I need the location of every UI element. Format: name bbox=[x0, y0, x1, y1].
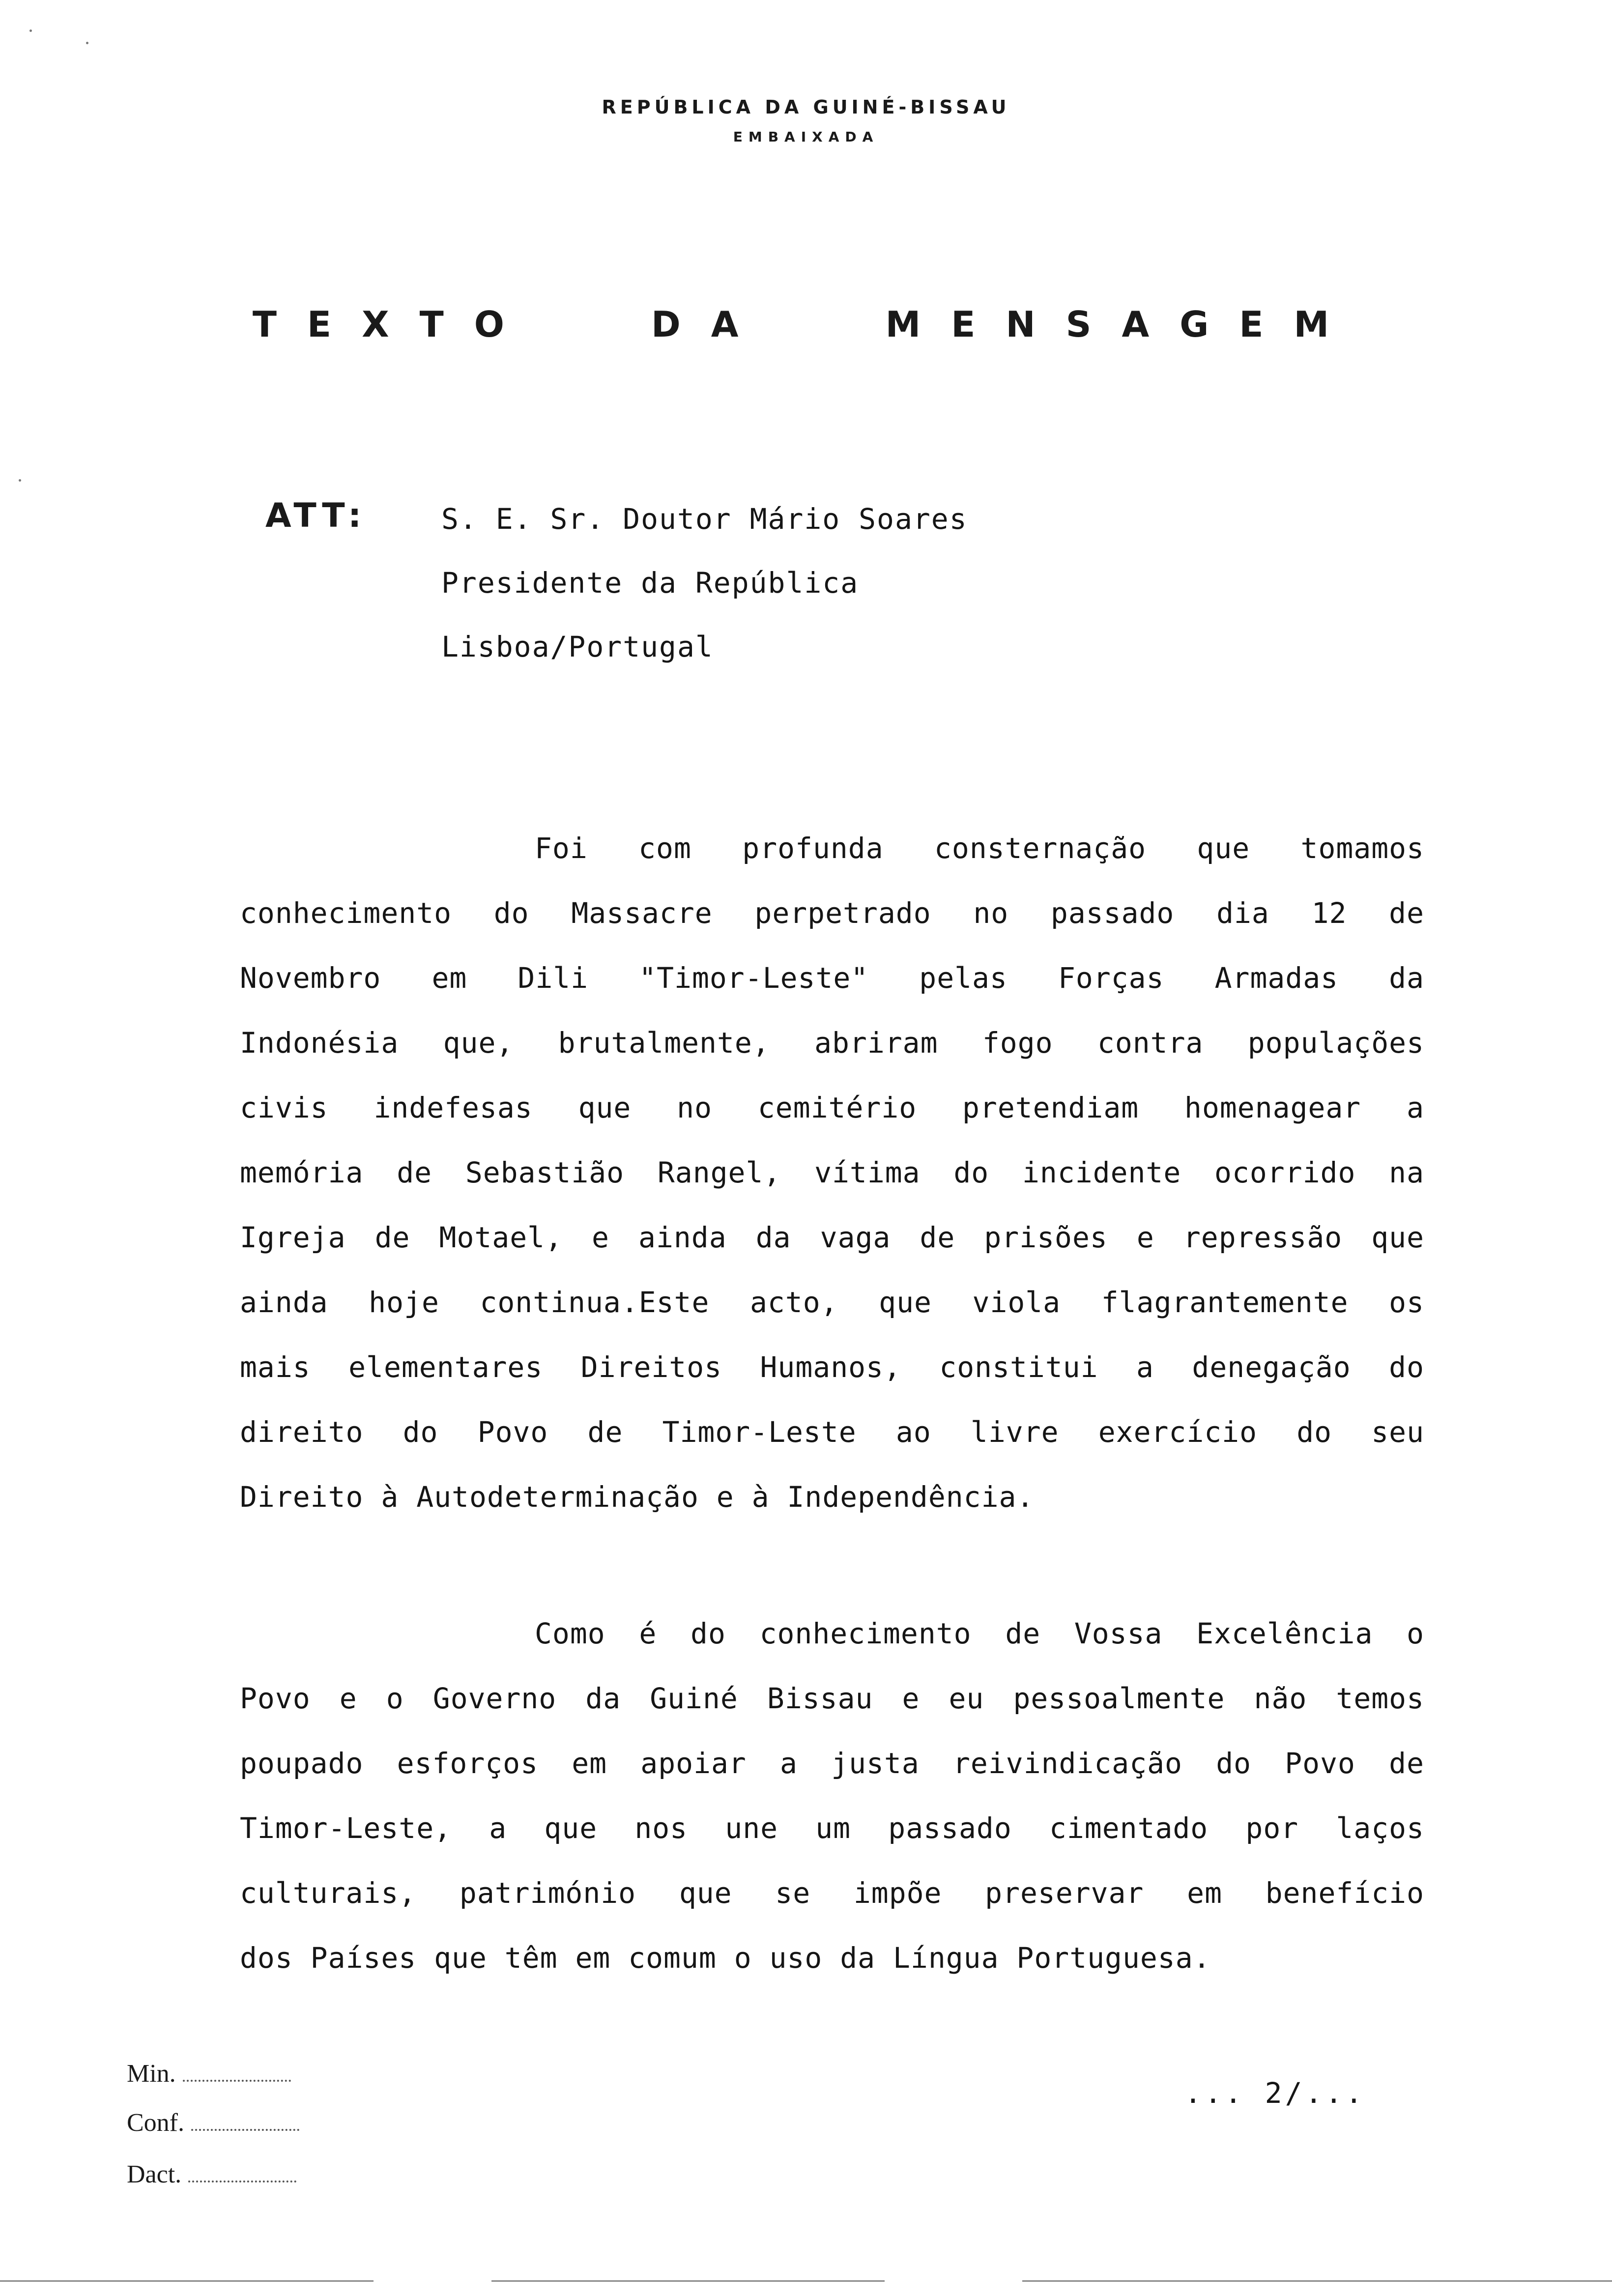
paragraph-line: civis indefesas que no cemitério pretendiam homenagear a bbox=[240, 1091, 1424, 1124]
paragraph-line: culturais, património que se impõe preservar em benefício bbox=[240, 1876, 1424, 1910]
letterhead-country: REPÚBLICA DA GUINÉ-BISSAU bbox=[602, 96, 1010, 118]
paragraph-line: Igreja de Motael, e ainda da vaga de prisões e repressão que bbox=[240, 1221, 1424, 1254]
paragraph-line: Novembro em Dili "Timor-Leste" pelas Forças Armadas da bbox=[240, 961, 1424, 995]
paragraph-line: Foi com profunda consternação que tomamos bbox=[535, 832, 1424, 865]
scan-edge-line bbox=[1022, 2280, 1612, 2282]
dact-field bbox=[127, 2160, 296, 2189]
recipient-location: Lisboa/Portugal bbox=[441, 630, 714, 663]
paragraph-line: memória de Sebastião Rangel, vítima do incidente ocorrido na bbox=[240, 1156, 1424, 1189]
document-title: TEXTO DA MENSAGEM bbox=[252, 304, 1360, 345]
paragraph-line: dos Países que têm em comum o uso da Língua Portuguesa. bbox=[240, 1941, 1211, 1975]
scan-edge-line bbox=[0, 2280, 374, 2282]
dact-dotted-line bbox=[188, 2171, 296, 2182]
continuation-marker: ... 2/... bbox=[1184, 2076, 1366, 2110]
min-label: Min. bbox=[127, 2060, 176, 2088]
message-paragraph-2 bbox=[240, 1601, 1424, 1990]
letterhead-embassy: EMBAIXADA bbox=[733, 129, 879, 145]
paragraph-line: Povo e o Governo da Guiné Bissau e eu pessoalmente não temos bbox=[240, 1682, 1424, 1715]
paragraph-line: Timor-Leste, a que nos une um passado cimentado por laços bbox=[240, 1811, 1424, 1845]
scan-speck bbox=[19, 479, 21, 482]
scan-speck bbox=[86, 42, 88, 44]
min-dotted-line bbox=[183, 2070, 291, 2082]
paragraph-line: Direito à Autodeterminação e à Independência. bbox=[240, 1480, 1035, 1514]
recipient-name: S. E. Sr. Doutor Mário Soares bbox=[441, 502, 968, 536]
scan-edge-line bbox=[491, 2280, 885, 2282]
paragraph-line: poupado esforços em apoiar a justa reivindicação do Povo de bbox=[240, 1747, 1424, 1780]
paragraph-line: conhecimento do Massacre perpetrado no passado dia 12 de bbox=[240, 896, 1424, 930]
dact-label: Dact. bbox=[127, 2160, 182, 2188]
min-field bbox=[127, 2059, 291, 2088]
message-paragraph-1 bbox=[240, 816, 1424, 1529]
paragraph-line: Como é do conhecimento de Vossa Excelência o bbox=[535, 1617, 1424, 1650]
recipient-title: Presidente da República bbox=[441, 566, 859, 600]
paragraph-line: Indonésia que, brutalmente, abriram fogo contra populações bbox=[240, 1026, 1424, 1060]
conf-label: Conf. bbox=[127, 2109, 184, 2137]
paragraph-line: ainda hoje continua.Este acto, que viola flagrantemente os bbox=[240, 1286, 1424, 1319]
att-label: ATT: bbox=[265, 496, 367, 535]
scan-speck bbox=[29, 29, 32, 32]
conf-field bbox=[127, 2108, 299, 2137]
conf-dotted-line bbox=[191, 2119, 299, 2131]
paragraph-line: direito do Povo de Timor-Leste ao livre exercício do seu bbox=[240, 1415, 1424, 1449]
paragraph-line: mais elementares Direitos Humanos, constitui a denegação do bbox=[240, 1350, 1424, 1384]
